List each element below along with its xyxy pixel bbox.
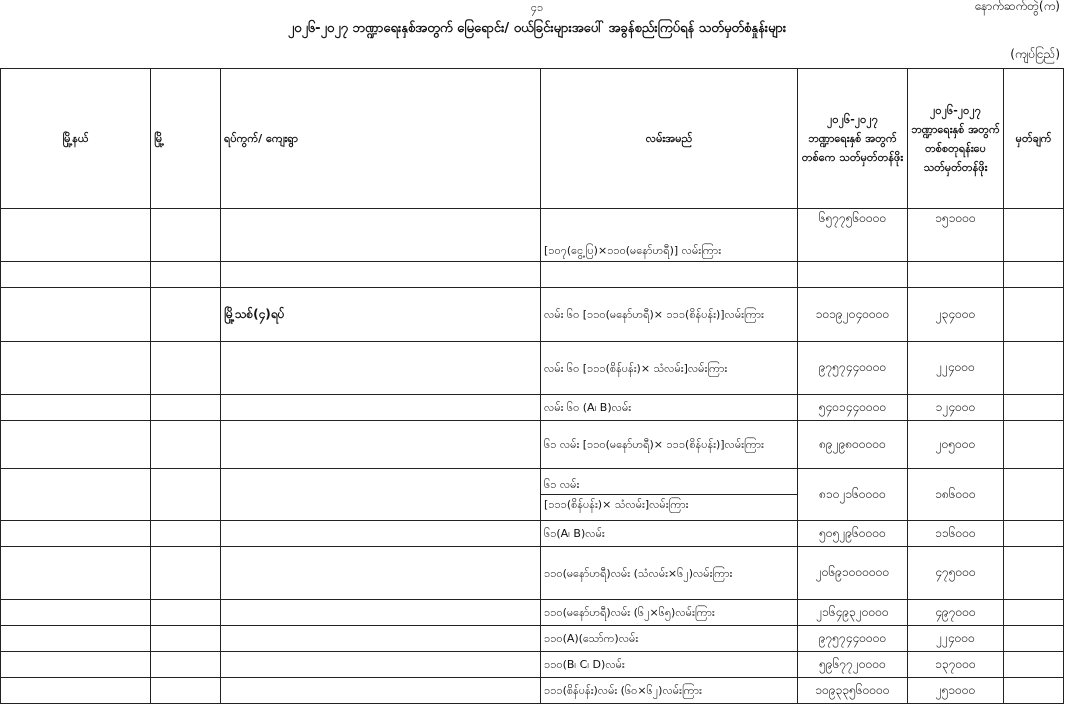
region-cell [1, 288, 151, 342]
ward-cell [221, 342, 541, 395]
street-cell: လမ်း ၆၀ (A၊ B)လမ်း [541, 395, 798, 421]
table-row [1, 209, 1064, 262]
town-cell [151, 262, 221, 288]
street-line: [၁၁၁(စိန်ပန်း)× သံလမ်း]လမ်းကြား [541, 494, 797, 514]
street-cell: ၁၁၀(B၊ C၊ D)လမ်း [541, 652, 798, 678]
value-per-sqft-cell: ၂၂၄၀၀၀ [908, 626, 1004, 652]
table-row [1, 600, 1064, 626]
street-cell: ၆၁(A၊ B)လမ်း [541, 521, 798, 547]
region-cell [1, 209, 151, 262]
remarks-cell [1004, 521, 1064, 547]
value-per-unit-cell: ၅၀၅၂၉၆၀၀၀၀ [798, 521, 908, 547]
value-per-sqft-cell: ၂၃၄၀၀၀ [908, 288, 1004, 342]
remarks-cell [1004, 652, 1064, 678]
region-cell [1, 262, 151, 288]
table-row [1, 262, 1064, 288]
town-cell [151, 288, 221, 342]
column-header-ward: ရပ်ကွက်/ ကျေးရွာ [221, 69, 541, 209]
column-header-town: မြို့ [151, 69, 221, 209]
currency-unit-note: (ကျပ်ငြည်) [1010, 47, 1060, 61]
table-row [1, 626, 1064, 652]
value-per-sqft-cell: ၄၇၅၀၀၀ [908, 547, 1004, 600]
table-row [1, 342, 1064, 395]
town-cell [151, 395, 221, 421]
town-cell [151, 521, 221, 547]
remarks-cell [1004, 395, 1064, 421]
region-cell [1, 600, 151, 626]
page-number: ၄၁ [530, 1, 544, 14]
region-cell [1, 652, 151, 678]
value-per-sqft-cell: ၁၃၇၀၀၀ [908, 652, 1004, 678]
value-per-unit-cell: ၅၉၆၇၇၂၀၀၀၀ [798, 652, 908, 678]
street-cell [541, 469, 798, 521]
ward-cell: မြို့သစ်(၄)ရပ် [221, 288, 541, 342]
document-title: ၂၀၂၆-၂၀၂၇ ဘဏ္ဍာရေးနှစ်အတွက် မြေရောင်း/ ဝယ်ခြင်းများအပေါ် အခွန်စည်းကြပ်ရန် သတ်မှတ်စံနှုန်းများ [287, 21, 787, 36]
remarks-cell [1004, 421, 1064, 469]
street-cell: ၁၁၀(မနော်ဟရီ)လမ်း (၆၂×၆၅)လမ်းကြား [541, 600, 798, 626]
region-cell [1, 521, 151, 547]
ward-cell [221, 395, 541, 421]
street-cell: ၁၁၀(မနော်ဟရီ)လမ်း (သံလမ်း×၆၂)လမ်းကြား [541, 547, 798, 600]
region-cell [1, 342, 151, 395]
table-row [1, 652, 1064, 678]
table-row [1, 421, 1064, 469]
region-cell [1, 678, 151, 704]
street-line: ၆၁ လမ်း [544, 478, 580, 491]
value-per-unit-cell: ၈၁၀၂၁၆၀၀၀၀ [798, 469, 908, 521]
street-cell: [၁၀၇(ငွေ့ပြ)×၁၁၀(မနော်ဟရီ)] လမ်းကြား [541, 209, 798, 262]
remarks-cell [1004, 626, 1064, 652]
value-per-unit-cell: ၅၄၀၁၄၄၀၀၀၀ [798, 395, 908, 421]
value-per-sqft-cell: ၁၅၁၀၀၀ [908, 209, 1004, 262]
table-row [1, 469, 1064, 521]
land-valuation-table [0, 68, 1064, 704]
remarks-cell [1004, 342, 1064, 395]
value-per-sqft-cell [908, 262, 1004, 288]
street-cell: လမ်း ၆၀ [၁၁၁(စိန်ပန်း)× သံလမ်း]လမ်းကြား [541, 342, 798, 395]
town-cell [151, 652, 221, 678]
value-per-unit-cell: ၂၁၆၄၉၃၂၀၀၀၀ [798, 600, 908, 626]
table-row [1, 547, 1064, 600]
remarks-cell [1004, 547, 1064, 600]
remarks-cell [1004, 288, 1064, 342]
column-header-value-per-sqft: ၂၀၂၆-၂၀၂၇ ဘဏ္ဍာရေးနှစ် အတွက် တစ်စတုရန်းပေ သတ်မှတ်တန်ဖိုး [908, 69, 1004, 209]
value-per-sqft-cell: ၂၀၅၀၀၀ [908, 421, 1004, 469]
value-per-sqft-cell: ၄၉၇၀၀၀ [908, 600, 1004, 626]
street-cell: လမ်း ၆၀ [၁၁၀(မနော်ဟရီ)× ၁၁၁(စိန်ပန်း)]လမ်းကြား [541, 288, 798, 342]
value-per-unit-cell: ၂၀၆၉၁၀၀၀၀၀၀ [798, 547, 908, 600]
value-per-sqft-cell: ၂၅၁၀၀၀ [908, 678, 1004, 704]
table-row [1, 288, 1064, 342]
value-per-unit-cell: ၉၇၅၇၄၄၀၀၀၀ [798, 626, 908, 652]
street-cell: ၆၁ လမ်း [၁၁၀(မနော်ဟရီ)× ၁၁၁(စိန်ပန်း)]လမ်းကြား [541, 421, 798, 469]
region-cell [1, 421, 151, 469]
table-row [1, 678, 1064, 704]
table-header-row [1, 69, 1064, 209]
table-row [1, 521, 1064, 547]
town-cell [151, 469, 221, 521]
value-per-sqft-cell: ၁၂၄၀၀၀ [908, 395, 1004, 421]
ward-cell [221, 421, 541, 469]
region-cell [1, 626, 151, 652]
ward-cell [221, 521, 541, 547]
remarks-cell [1004, 469, 1064, 521]
street-cell [541, 262, 798, 288]
remarks-cell [1004, 209, 1064, 262]
value-per-unit-cell: ၈၉၂၉၈၀၀၀၀၀ [798, 421, 908, 469]
town-cell [151, 678, 221, 704]
ward-cell [221, 209, 541, 262]
ward-cell [221, 469, 541, 521]
town-cell [151, 626, 221, 652]
town-cell [151, 342, 221, 395]
ward-cell [221, 547, 541, 600]
ward-cell [221, 652, 541, 678]
appendix-label: နောက်ဆက်တွဲ(က) [974, 0, 1060, 13]
column-header-remarks: မှတ်ချက် [1004, 69, 1064, 209]
ward-cell [221, 678, 541, 704]
street-cell: ၁၁၀(A)(သော်က)လမ်း [541, 626, 798, 652]
town-cell [151, 209, 221, 262]
remarks-cell [1004, 678, 1064, 704]
value-per-sqft-cell: ၂၂၄၀၀၀ [908, 342, 1004, 395]
street-cell: ၁၁၁(စိန်ပန်း)လမ်း (၆၀×၆၂)လမ်းကြား [541, 678, 798, 704]
value-per-sqft-cell: ၁၈၆၀၀၀ [908, 469, 1004, 521]
town-cell [151, 600, 221, 626]
remarks-cell [1004, 262, 1064, 288]
value-per-sqft-cell: ၁၁၆၀၀၀ [908, 521, 1004, 547]
value-per-unit-cell: ၁၀၉၃၃၅၆၀၀၀၀ [798, 678, 908, 704]
table-row [1, 395, 1064, 421]
value-per-unit-cell: ၆၅၇၇၅၆၀၀၀၀ [798, 209, 908, 262]
column-header-street: လမ်းအမည် [541, 69, 798, 209]
region-cell [1, 547, 151, 600]
remarks-cell [1004, 600, 1064, 626]
column-header-value-per-unit: ၂၀၂၆-၂၀၂၇ ဘဏ္ဍာရေးနှစ် အတွက် တစ်ကေ သတ်မှတ်တန်ဖိုး [798, 69, 908, 209]
town-cell [151, 547, 221, 600]
ward-cell [221, 262, 541, 288]
value-per-unit-cell: ၉၇၅၇၄၄၀၀၀၀ [798, 342, 908, 395]
column-header-region: မြို့နယ် [1, 69, 151, 209]
region-cell [1, 469, 151, 521]
region-cell [1, 395, 151, 421]
value-per-unit-cell: ၁၀၁၉၂၀၄၀၀၀၀ [798, 288, 908, 342]
value-per-unit-cell [798, 262, 908, 288]
town-cell [151, 421, 221, 469]
ward-cell [221, 600, 541, 626]
ward-cell [221, 626, 541, 652]
